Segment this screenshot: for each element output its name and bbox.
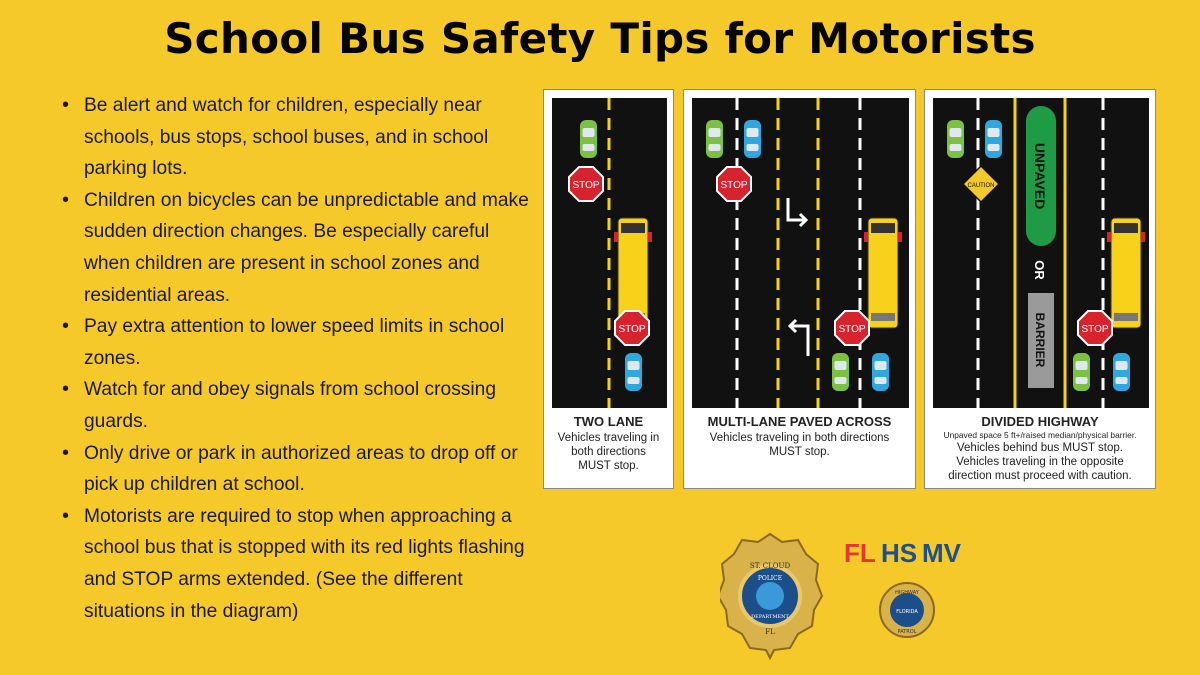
badge-text: DEPARTMENT [751,614,789,620]
car-icon [985,120,1002,158]
car-icon [872,353,889,391]
patrol-text: HIGHWAY [895,590,919,596]
diagram-divided-highway [924,89,1156,489]
panel-description [684,431,915,459]
highway-patrol-logo [880,583,934,637]
car-icon [832,353,849,391]
car-icon [947,120,964,158]
badge-text: FL [765,628,775,636]
badge-text: POLICE [757,575,783,582]
car-icon [1073,353,1090,391]
panel-note: Unpaved space 5 ft+/raised median/physical barrier. [943,430,1137,440]
patrol-text: PATROL [897,629,917,635]
desc-line: Vehicles traveling in the opposite [956,456,1124,468]
caution-sign-text: CAUTION [967,183,995,189]
panel-title: TWO LANE [573,414,644,429]
car-icon [580,120,597,158]
logos [720,530,980,665]
flhsmv-fl: FL [844,538,876,568]
stop-sign-icon [835,311,869,345]
car-icon [744,120,761,158]
page-title: School Bus Safety Tips for Motorists [164,14,1036,63]
patrol-text: FLORIDA [896,609,918,615]
desc-line: both directions [571,446,646,458]
desc-line: direction must proceed with caution. [948,470,1132,482]
stop-sign-icon [717,167,751,201]
tip-item: • Children on bicycles can be unpredictable and make sudden direction changes. Be especially careful when children are present in school zones and residential areas. [60,185,530,311]
tip-item: • Only drive or park in authorized areas to drop off or pick up children at school. [60,438,530,501]
car-icon [1113,353,1130,391]
tip-item: • Be alert and watch for children, especially near schools, bus stops, school buses, and in school parking lots. [60,90,530,185]
panel-description [925,441,1155,483]
or-label: OR [1032,260,1047,280]
school-bus-icon [1107,218,1145,328]
badge-text: ST. CLOUD [749,562,791,570]
car-icon [706,120,723,158]
desc-line: MUST stop. [578,460,639,472]
two-lane-road [552,98,667,408]
flhsmv-mv: MV [922,538,961,568]
tips-list [60,90,530,627]
stop-sign-icon [615,311,649,345]
logo-group [720,530,980,665]
desc-line: MUST stop. [769,446,830,458]
multi-lane-road [692,98,909,408]
stop-sign-icon [569,167,603,201]
flhsmv-logo [844,538,962,568]
stop-sign-icon [1078,311,1112,345]
tip-item: • Watch for and obey signals from school crossing guards. [60,374,530,437]
unpaved-label: UNPAVED [1032,142,1048,210]
panel-title: MULTI-LANE PAVED ACROSS [707,414,892,429]
tip-item: • Pay extra attention to lower speed limits in school zones. [60,311,530,374]
school-bus-icon [864,218,902,328]
diagram-multi-lane [683,89,916,489]
police-badge-logo [720,534,822,658]
panel-description [544,431,673,473]
desc-line: Vehicles behind bus MUST stop. [957,442,1123,454]
desc-line: Vehicles traveling in [557,432,660,444]
panel-title: DIVIDED HIGHWAY [981,414,1099,429]
tip-item: • Motorists are required to stop when approaching a school bus that is stopped with its red lights flashing and STOP arms extended. (See the different situations in the diagram) [60,501,530,627]
barrier-label: BARRIER [1033,312,1047,368]
divided-highway-road [933,98,1149,408]
desc-line: Vehicles traveling in both directions [709,432,890,444]
car-icon [625,353,642,391]
diagram-two-lane [543,89,674,489]
flhsmv-hs: HS [881,538,918,568]
